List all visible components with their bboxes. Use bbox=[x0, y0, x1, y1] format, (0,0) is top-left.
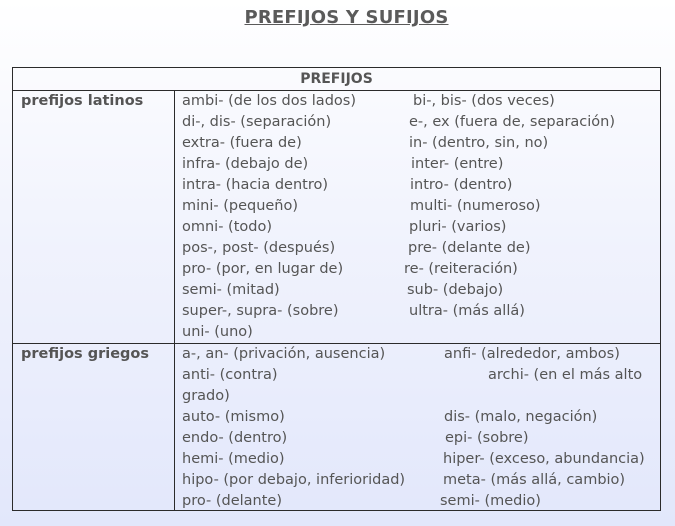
prefix-greek-right-0: anfi- (alrededor, ambos) bbox=[444, 346, 620, 362]
prefix-latin-right-3: inter- (entre) bbox=[411, 156, 504, 172]
prefix-latin-left-8: pro- (por, en lugar de) bbox=[182, 261, 344, 277]
prefix-latin-left-7: pos-, post- (después) bbox=[182, 240, 336, 256]
row-label-griegos: prefijos griegos bbox=[21, 346, 150, 362]
prefix-latin-left-6: omni- (todo) bbox=[182, 219, 273, 235]
griegos-label-cell bbox=[13, 344, 175, 510]
prefix-latin-right-6: pluri- (varios) bbox=[409, 219, 507, 235]
prefix-greek-left-2: auto- (mismo) bbox=[182, 409, 285, 425]
row-label-latinos: prefijos latinos bbox=[21, 93, 144, 109]
prefix-greek-right-4: hiper- (exceso, abundancia) bbox=[443, 451, 645, 467]
prefix-latin-left-9: semi- (mitad) bbox=[182, 282, 280, 298]
prefix-greek-left-1: anti- (contra) bbox=[182, 367, 278, 383]
prefix-greek-left-6: pro- (delante) bbox=[182, 493, 282, 509]
latinos-label-cell bbox=[13, 91, 175, 343]
prefix-latin-right-2: in- (dentro, sin, no) bbox=[409, 135, 549, 151]
prefix-latin-right-0: bi-, bis- (dos veces) bbox=[413, 93, 555, 109]
prefix-latin-left-3: infra- (debajo de) bbox=[182, 156, 309, 172]
prefix-greek-wrap: grado) bbox=[182, 388, 230, 404]
page-title: PREFIJOS Y SUFIJOS bbox=[244, 7, 449, 28]
prefix-latin-right-4: intro- (dentro) bbox=[410, 177, 513, 193]
prefix-latin-left-2: extra- (fuera de) bbox=[182, 135, 302, 151]
prefix-latin-right-8: re- (reiteración) bbox=[404, 261, 518, 277]
prefix-greek-left-0: a-, an- (privación, ausencia) bbox=[182, 346, 386, 362]
prefix-greek-right-2: dis- (malo, negación) bbox=[444, 409, 598, 425]
prefix-latin-left-1: di-, dis- (separación) bbox=[182, 114, 332, 130]
prefix-latin-left-11: uni- (uno) bbox=[182, 324, 253, 340]
prefix-greek-left-3: endo- (dentro) bbox=[182, 430, 288, 446]
prefix-latin-left-10: super-, supra- (sobre) bbox=[182, 303, 339, 319]
prefix-latin-right-1: e-, ex (fuera de, separación) bbox=[409, 114, 616, 130]
prefix-greek-left-5: hipo- (por debajo, inferioridad) bbox=[182, 472, 406, 488]
prefix-greek-right-3: epi- (sobre) bbox=[445, 430, 529, 446]
prefijos-table bbox=[12, 67, 661, 511]
prefix-greek-right-5: meta- (más allá, cambio) bbox=[443, 472, 626, 488]
prefix-greek-left-4: hemi- (medio) bbox=[182, 451, 285, 467]
prefix-latin-right-10: ultra- (más allá) bbox=[409, 303, 525, 319]
prefix-latin-right-9: sub- (debajo) bbox=[407, 282, 504, 298]
prefix-greek-right-1: archi- (en el más alto bbox=[488, 367, 643, 383]
table-header: PREFIJOS bbox=[13, 68, 660, 91]
prefix-greek-right-6: semi- (medio) bbox=[440, 493, 541, 509]
prefix-latin-right-7: pre- (delante de) bbox=[408, 240, 531, 256]
prefix-latin-left-4: intra- (hacia dentro) bbox=[182, 177, 328, 193]
prefix-latin-left-0: ambi- (de los dos lados) bbox=[182, 93, 356, 109]
prefix-latin-right-5: multi- (numeroso) bbox=[410, 198, 541, 214]
prefix-latin-left-5: mini- (pequeño) bbox=[182, 198, 299, 214]
